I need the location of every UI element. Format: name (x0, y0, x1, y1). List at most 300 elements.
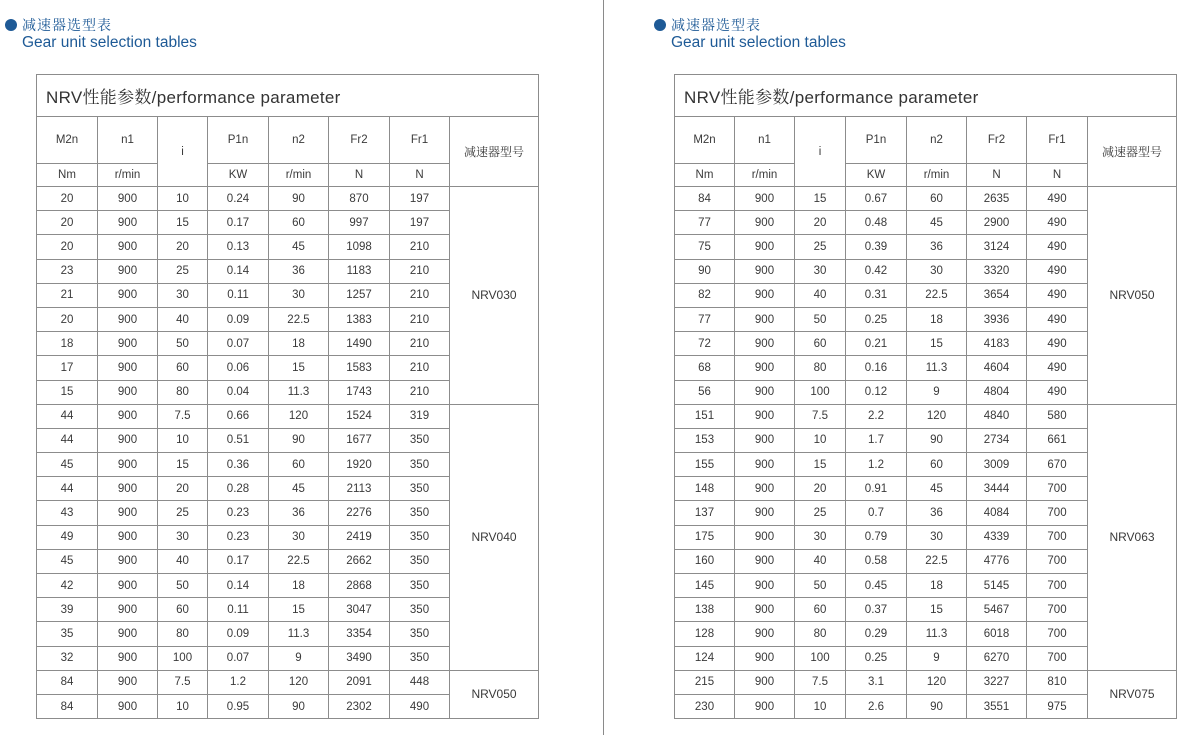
table-cell: 0.06 (208, 356, 269, 380)
table-cell: 900 (98, 598, 158, 622)
table-cell: 900 (98, 428, 158, 452)
table-cell: 15 (795, 187, 846, 211)
table-cell: 900 (735, 598, 795, 622)
table-cell: 36 (907, 501, 967, 525)
table-cell: 40 (795, 283, 846, 307)
table-cell: 350 (390, 574, 450, 598)
table-cell: 350 (390, 549, 450, 573)
table-cell: 0.48 (846, 211, 907, 235)
table-cell: 15 (158, 211, 208, 235)
table-cell: 80 (158, 380, 208, 404)
table-cell: 490 (1027, 235, 1088, 259)
header-row (37, 117, 539, 164)
table-cell: 900 (98, 235, 158, 259)
table-cell: 18 (907, 574, 967, 598)
table-cell: 60 (907, 453, 967, 477)
table-cell: 30 (795, 259, 846, 283)
table-cell: 22.5 (269, 549, 329, 573)
table-cell: 900 (98, 670, 158, 694)
table-cell: 490 (1027, 356, 1088, 380)
table-cell: 6270 (967, 646, 1027, 670)
table-cell: 0.14 (208, 259, 269, 283)
table-cell: 900 (98, 211, 158, 235)
table-cell: 900 (98, 356, 158, 380)
table-cell: 20 (795, 211, 846, 235)
table-cell: 30 (269, 525, 329, 549)
table-cell: 138 (675, 598, 735, 622)
table-cell: 900 (735, 574, 795, 598)
table-cell: 60 (158, 598, 208, 622)
table-cell: 900 (735, 283, 795, 307)
table-cell: 20 (795, 477, 846, 501)
table-cell: 1524 (329, 404, 390, 428)
table-cell: 0.31 (846, 283, 907, 307)
table-cell: 0.24 (208, 187, 269, 211)
table-cell: 0.66 (208, 404, 269, 428)
table-cell: 490 (1027, 283, 1088, 307)
table-cell: 1.7 (846, 428, 907, 452)
table-cell: 350 (390, 598, 450, 622)
table-cell: 3654 (967, 283, 1027, 307)
table-cell: 1743 (329, 380, 390, 404)
table-cell: 0.25 (846, 646, 907, 670)
table-cell: 90 (269, 187, 329, 211)
table-cell: 0.21 (846, 332, 907, 356)
table-cell: 2091 (329, 670, 390, 694)
table-cell: 1490 (329, 332, 390, 356)
table-row (675, 187, 1177, 211)
table-cell: 22.5 (269, 307, 329, 331)
table-cell: 32 (37, 646, 98, 670)
table-cell: 90 (269, 428, 329, 452)
table-cell: 77 (675, 307, 735, 331)
table-cell: 35 (37, 622, 98, 646)
table-cell: 84 (37, 670, 98, 694)
table-cell: 900 (735, 235, 795, 259)
table-cell: 5467 (967, 598, 1027, 622)
table-cell: 50 (158, 332, 208, 356)
model-cell: NRV075 (1088, 670, 1177, 718)
table-cell: 7.5 (158, 404, 208, 428)
table-cell: 350 (390, 453, 450, 477)
table-cell: 137 (675, 501, 735, 525)
table-cell: 490 (1027, 380, 1088, 404)
table-cell: 0.95 (208, 694, 269, 718)
table-cell: 900 (98, 453, 158, 477)
unit-cell: N (390, 164, 450, 187)
table-cell: 36 (907, 235, 967, 259)
table-cell: 900 (735, 694, 795, 718)
table-cell: 0.39 (846, 235, 907, 259)
table-cell: 15 (907, 332, 967, 356)
table-cell: 4804 (967, 380, 1027, 404)
table-cell: 75 (675, 235, 735, 259)
column-header: Fr2 (967, 117, 1027, 164)
table-cell: 49 (37, 525, 98, 549)
page-divider (603, 0, 604, 735)
table-cell: 700 (1027, 622, 1088, 646)
table-cell: 0.07 (208, 646, 269, 670)
table-cell: 448 (390, 670, 450, 694)
table-cell: 900 (735, 670, 795, 694)
table-cell: 900 (735, 646, 795, 670)
header-row (675, 117, 1177, 164)
unit-cell: Nm (675, 164, 735, 187)
table-cell: 100 (158, 646, 208, 670)
table-cell: 20 (37, 307, 98, 331)
table-cell: 3.1 (846, 670, 907, 694)
table-cell: 900 (98, 307, 158, 331)
table-cell: 350 (390, 646, 450, 670)
table-cell: 900 (735, 356, 795, 380)
table-cell: 30 (907, 259, 967, 283)
table-cell: 700 (1027, 549, 1088, 573)
table-cell: 0.7 (846, 501, 907, 525)
table-cell: 20 (158, 235, 208, 259)
table-cell: 350 (390, 622, 450, 646)
table-cell: 120 (907, 670, 967, 694)
table-cell: 2868 (329, 574, 390, 598)
table-cell: 145 (675, 574, 735, 598)
table-cell: 2.6 (846, 694, 907, 718)
table-cell: 5145 (967, 574, 1027, 598)
table-cell: 3444 (967, 477, 1027, 501)
table-cell: 40 (158, 549, 208, 573)
table-cell: 18 (37, 332, 98, 356)
unit-cell: r/min (98, 164, 158, 187)
performance-table (674, 74, 1177, 719)
table-cell: 975 (1027, 694, 1088, 718)
table-cell: 45 (37, 549, 98, 573)
table-cell: 25 (158, 259, 208, 283)
table-cell: 80 (158, 622, 208, 646)
table-cell: 36 (269, 259, 329, 283)
table-cell: 18 (269, 332, 329, 356)
table-cell: 7.5 (795, 404, 846, 428)
table-cell: 350 (390, 501, 450, 525)
table-row (37, 404, 539, 428)
table-cell: 0.45 (846, 574, 907, 598)
table-cell: 9 (269, 646, 329, 670)
table-title-row (37, 75, 539, 117)
table-cell: 11.3 (269, 380, 329, 404)
table-cell: 11.3 (269, 622, 329, 646)
table-cell: 23 (37, 259, 98, 283)
model-cell: NRV063 (1088, 404, 1177, 670)
table-cell: 900 (98, 525, 158, 549)
table-cell: 120 (269, 404, 329, 428)
table-cell: 2662 (329, 549, 390, 573)
model-cell: NRV050 (450, 670, 539, 718)
table-cell: 1098 (329, 235, 390, 259)
unit-cell: KW (208, 164, 269, 187)
model-cell: NRV030 (450, 187, 539, 405)
table-cell: 1383 (329, 307, 390, 331)
table-cell: 900 (735, 187, 795, 211)
table-cell: 900 (98, 259, 158, 283)
table-cell: 50 (795, 307, 846, 331)
table-cell: 900 (98, 646, 158, 670)
table-cell: 50 (158, 574, 208, 598)
table-cell: 900 (735, 622, 795, 646)
table-cell: 319 (390, 404, 450, 428)
table-cell: 900 (735, 428, 795, 452)
table-cell: 44 (37, 428, 98, 452)
table-cell: 490 (390, 694, 450, 718)
table-cell: 1257 (329, 283, 390, 307)
table-cell: 0.13 (208, 235, 269, 259)
table-cell: 4776 (967, 549, 1027, 573)
table-cell: 2113 (329, 477, 390, 501)
table-cell: 2419 (329, 525, 390, 549)
table-cell: 90 (675, 259, 735, 283)
table-cell: 25 (795, 235, 846, 259)
table-cell: 210 (390, 332, 450, 356)
column-header: 减速器型号 (450, 117, 539, 187)
table-cell: 0.91 (846, 477, 907, 501)
table-cell: 77 (675, 211, 735, 235)
table-cell: 3936 (967, 307, 1027, 331)
table-cell: 3047 (329, 598, 390, 622)
table-cell: 0.12 (846, 380, 907, 404)
table-cell: 350 (390, 525, 450, 549)
table-cell: 350 (390, 428, 450, 452)
table-cell: 210 (390, 356, 450, 380)
table-cell: 661 (1027, 428, 1088, 452)
table-cell: 20 (37, 187, 98, 211)
heading-chinese: 减速器选型表 (22, 18, 112, 34)
table-cell: 20 (37, 235, 98, 259)
table-cell: 0.37 (846, 598, 907, 622)
table-cell: 22.5 (907, 283, 967, 307)
table-cell: 0.04 (208, 380, 269, 404)
table-cell: 15 (269, 356, 329, 380)
table-cell: 2302 (329, 694, 390, 718)
table-cell: 1183 (329, 259, 390, 283)
table-cell: 900 (98, 380, 158, 404)
table-cell: 10 (158, 694, 208, 718)
table-cell: 0.42 (846, 259, 907, 283)
table-cell: 84 (675, 187, 735, 211)
table-cell: 0.58 (846, 549, 907, 573)
table-cell: 700 (1027, 477, 1088, 501)
table-cell: 900 (98, 549, 158, 573)
table-cell: 1677 (329, 428, 390, 452)
heading-english: Gear unit selection tables (671, 34, 846, 51)
table-cell: 900 (735, 259, 795, 283)
table-cell: 22.5 (907, 549, 967, 573)
table-cell: 3009 (967, 453, 1027, 477)
table-cell: 1920 (329, 453, 390, 477)
unit-cell: N (329, 164, 390, 187)
table-cell: 40 (795, 549, 846, 573)
table-cell: 10 (795, 428, 846, 452)
table-cell: 900 (98, 694, 158, 718)
table-cell: 810 (1027, 670, 1088, 694)
table-cell: 120 (269, 670, 329, 694)
table-cell: 11.3 (907, 622, 967, 646)
table-cell: 30 (269, 283, 329, 307)
table-cell: 151 (675, 404, 735, 428)
table-row (37, 670, 539, 694)
table-cell: 0.16 (846, 356, 907, 380)
table-cell: 82 (675, 283, 735, 307)
column-header: P1n (208, 117, 269, 164)
table-cell: 0.11 (208, 283, 269, 307)
table-cell: 50 (795, 574, 846, 598)
table-cell: 45 (907, 477, 967, 501)
table-cell: 700 (1027, 574, 1088, 598)
table-cell: 3551 (967, 694, 1027, 718)
table-cell: 155 (675, 453, 735, 477)
table-cell: 1.2 (846, 453, 907, 477)
table-cell: 30 (158, 283, 208, 307)
table-cell: 900 (98, 283, 158, 307)
table-cell: 210 (390, 283, 450, 307)
table-cell: 2635 (967, 187, 1027, 211)
column-header: M2n (675, 117, 735, 164)
table-cell: 670 (1027, 453, 1088, 477)
table-cell: 900 (98, 622, 158, 646)
unit-cell: r/min (269, 164, 329, 187)
table-cell: 900 (98, 501, 158, 525)
table-cell: 900 (98, 187, 158, 211)
table-title: NRV性能参数/performance parameter (675, 75, 1177, 117)
column-header: Fr2 (329, 117, 390, 164)
table-cell: 997 (329, 211, 390, 235)
column-header: i (795, 117, 846, 187)
unit-cell: KW (846, 164, 907, 187)
table-cell: 60 (907, 187, 967, 211)
table-cell: 0.07 (208, 332, 269, 356)
performance-table (36, 74, 539, 719)
unit-cell: Nm (37, 164, 98, 187)
table-cell: 900 (735, 549, 795, 573)
table-cell: 4604 (967, 356, 1027, 380)
table-cell: 350 (390, 477, 450, 501)
table-cell: 44 (37, 404, 98, 428)
table-cell: 60 (269, 211, 329, 235)
table-cell: 580 (1027, 404, 1088, 428)
table-cell: 3227 (967, 670, 1027, 694)
table-cell: 3490 (329, 646, 390, 670)
table-row (675, 404, 1177, 428)
table-cell: 10 (795, 694, 846, 718)
table-cell: 900 (98, 404, 158, 428)
table-cell: 124 (675, 646, 735, 670)
table-cell: 39 (37, 598, 98, 622)
table-cell: 870 (329, 187, 390, 211)
table-cell: 9 (907, 380, 967, 404)
column-header: n1 (98, 117, 158, 164)
table-cell: 4084 (967, 501, 1027, 525)
table-cell: 45 (37, 453, 98, 477)
table-cell: 18 (907, 307, 967, 331)
table-cell: 490 (1027, 211, 1088, 235)
model-cell: NRV050 (1088, 187, 1177, 405)
table-cell: 100 (795, 646, 846, 670)
table-cell: 42 (37, 574, 98, 598)
table-cell: 160 (675, 549, 735, 573)
column-header: 减速器型号 (1088, 117, 1177, 187)
table-cell: 2.2 (846, 404, 907, 428)
table-cell: 0.51 (208, 428, 269, 452)
table-cell: 30 (907, 525, 967, 549)
table-cell: 10 (158, 428, 208, 452)
table-cell: 72 (675, 332, 735, 356)
table-cell: 3124 (967, 235, 1027, 259)
table-cell: 21 (37, 283, 98, 307)
table-cell: 15 (158, 453, 208, 477)
table-title: NRV性能参数/performance parameter (37, 75, 539, 117)
table-cell: 90 (907, 428, 967, 452)
table-cell: 900 (735, 332, 795, 356)
table-cell: 1.2 (208, 670, 269, 694)
table-cell: 128 (675, 622, 735, 646)
table-cell: 4339 (967, 525, 1027, 549)
table-cell: 0.29 (846, 622, 907, 646)
table-cell: 900 (735, 307, 795, 331)
table-cell: 18 (269, 574, 329, 598)
table-cell: 210 (390, 380, 450, 404)
table-cell: 0.67 (846, 187, 907, 211)
table-cell: 60 (269, 453, 329, 477)
model-cell: NRV040 (450, 404, 539, 670)
table-cell: 68 (675, 356, 735, 380)
table-cell: 3354 (329, 622, 390, 646)
unit-cell: r/min (735, 164, 795, 187)
table-cell: 210 (390, 307, 450, 331)
table-cell: 1583 (329, 356, 390, 380)
table-title-row (675, 75, 1177, 117)
table-cell: 80 (795, 622, 846, 646)
table-cell: 0.09 (208, 307, 269, 331)
table-cell: 3320 (967, 259, 1027, 283)
column-header: P1n (846, 117, 907, 164)
table-cell: 148 (675, 477, 735, 501)
table-cell: 60 (795, 598, 846, 622)
table-cell: 900 (735, 404, 795, 428)
table-cell: 43 (37, 501, 98, 525)
table-cell: 56 (675, 380, 735, 404)
unit-cell: r/min (907, 164, 967, 187)
table-cell: 20 (158, 477, 208, 501)
column-header: Fr1 (1027, 117, 1088, 164)
table-cell: 900 (735, 525, 795, 549)
table-cell: 2900 (967, 211, 1027, 235)
table-cell: 40 (158, 307, 208, 331)
column-header: Fr1 (390, 117, 450, 164)
table-cell: 36 (269, 501, 329, 525)
table-cell: 11.3 (907, 356, 967, 380)
table-cell: 490 (1027, 187, 1088, 211)
table-cell: 30 (158, 525, 208, 549)
table-cell: 15 (795, 453, 846, 477)
table-cell: 900 (735, 380, 795, 404)
table-row (675, 670, 1177, 694)
column-header: n1 (735, 117, 795, 164)
table-cell: 7.5 (158, 670, 208, 694)
table-cell: 210 (390, 259, 450, 283)
table-cell: 45 (269, 477, 329, 501)
table-cell: 900 (735, 453, 795, 477)
bullet-dot-icon (5, 19, 17, 31)
table-cell: 25 (158, 501, 208, 525)
table-cell: 45 (269, 235, 329, 259)
table-cell: 25 (795, 501, 846, 525)
table-cell: 120 (907, 404, 967, 428)
bullet-dot-icon (654, 19, 666, 31)
